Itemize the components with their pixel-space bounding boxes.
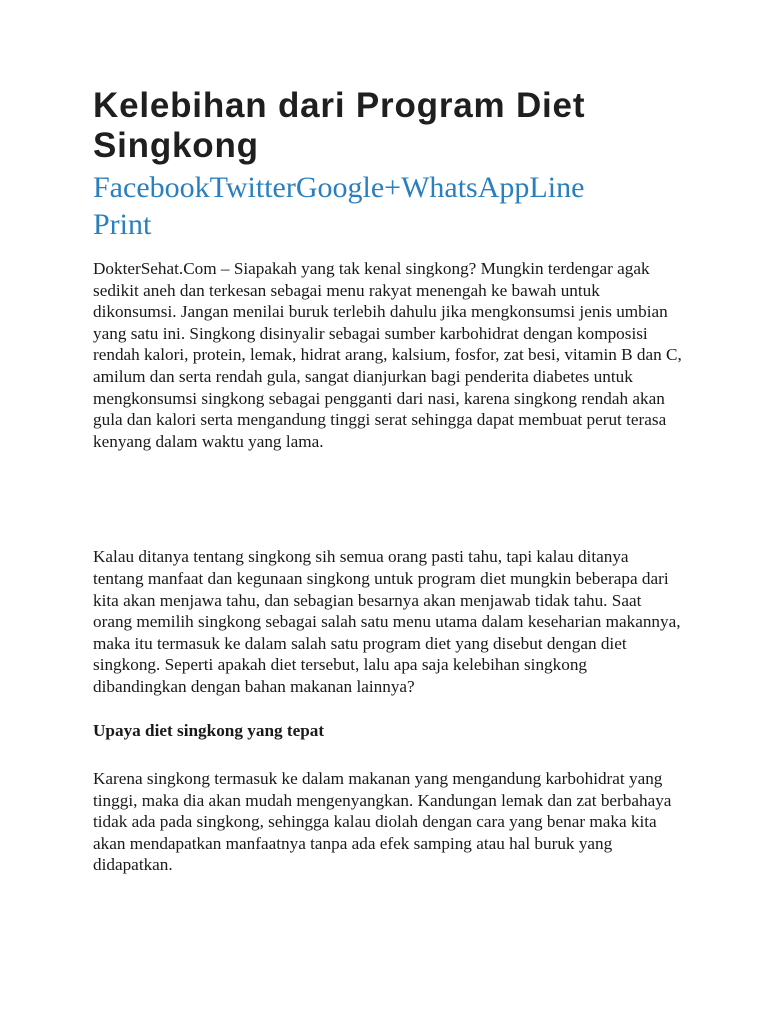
third-paragraph: Karena singkong termasuk ke dalam makanan yang mengandung karbohidrat yang tinggi, maka dia akan mudah mengenyangkan. Kandungan lemak dan zat berbahaya tidak ada pada singkong, sehingga kalau diolah dengan cara yang benar maka kita akan mendapatkan manfaatnya tanpa ada efek samping atau hal buruk yang didapatkan. xyxy=(93,769,672,875)
intro-paragraph: DokterSehat.Com – Siapakah yang tak kenal singkong? Mungkin terdengar agak sedikit aneh dan terkesan sebagai menu rakyat menengah ke bawah untuk dikonsumsi. Jangan menilai buruk terlebih dahulu jika mengkonsumsi jenis umbian yang satu ini. Singkong disinyalir sebagai sumber karbohidrat dengan komposisi rendah kalori, protein, lemak, hidrat arang, kalsium, fosfor, zat besi, vitamin B dan C, amilum dan serta rendah gula, sangat dianjurkan bagi penderita diabetes untuk mengkonsumsi singkong sebagai pengganti dari nasi, karena singkong rendah akan gula dan kalori serta mengandung tinggi serat sehingga dapat membuat perut terasa kenyang dalam waktu yang lama. xyxy=(93,259,682,451)
share-links xyxy=(93,169,683,243)
second-paragraph: Kalau ditanya tentang singkong sih semua orang pasti tahu, tapi kalau ditanya tentang manfaat dan kegunaan singkong untuk program diet mungkin beberapa dari kita akan menjawa tahu, dan sebagian besarnya akan menjawab tidak tahu. Saat orang memilih singkong sebagai salah satu menu utama dalam keseharian makannya, maka itu termasuk ke dalam salah satu program diet yang disebut dengan diet singkong. Seperti apakah diet tersebut, lalu apa saja kelebihan singkong dibandingkan dengan bahan makanan lainnya? xyxy=(93,547,681,696)
share-line-link[interactable]: Line xyxy=(529,171,585,204)
share-facebook-link[interactable]: Facebook xyxy=(93,171,210,204)
section-heading: Upaya diet singkong yang tepat xyxy=(93,720,325,740)
share-google-plus-link[interactable]: Google+ xyxy=(295,171,402,204)
print-link[interactable]: Print xyxy=(93,208,152,241)
share-twitter-link[interactable]: Twitter xyxy=(209,171,296,204)
article-title: Kelebihan dari Program Diet Singkong xyxy=(93,86,586,165)
article xyxy=(93,86,683,876)
share-whatsapp-link[interactable]: WhatsApp xyxy=(401,171,530,204)
